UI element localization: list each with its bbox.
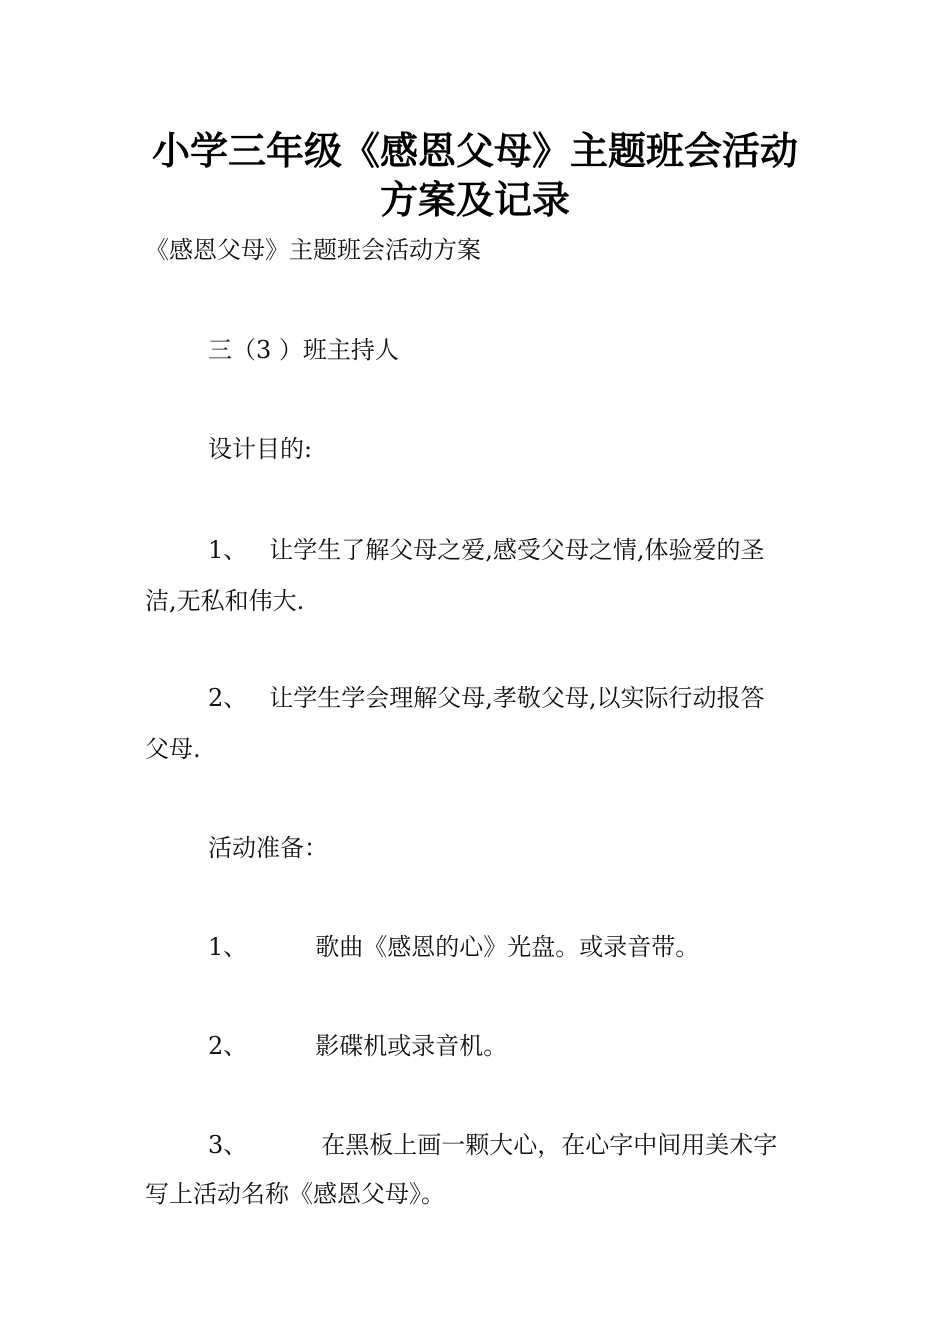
prep-item-1 — [208, 935, 699, 959]
prep-item-3 — [208, 1133, 777, 1157]
subtitle: 《感恩父母》主题班会活动方案 — [145, 236, 481, 264]
prep-item-3-continued: 写上活动名称《感恩父母》。 — [145, 1180, 445, 1208]
purpose-item-2-number: 2、 — [208, 684, 248, 712]
prep-item-1-text: 歌曲《感恩的心》光盘。或录音带。 — [315, 933, 700, 961]
purpose-heading: 设计目的: — [208, 435, 313, 463]
prep-item-2-text: 影碟机或录音机。 — [315, 1032, 508, 1060]
prep-item-3-number: 3、 — [208, 1131, 248, 1159]
prep-heading: 活动准备： — [208, 834, 328, 862]
prep-item-2 — [208, 1034, 507, 1058]
prep-item-1-number: 1、 — [208, 933, 248, 961]
prep-item-2-number: 2、 — [208, 1032, 248, 1060]
purpose-item-1-text: 让学生了解父母之爱,感受父母之情,体验爱的圣 — [269, 536, 765, 564]
host-line: 三（3 ）班主持人 — [208, 336, 399, 364]
purpose-item-2-text: 让学生学会理解父母,孝敬父母,以实际行动报答 — [269, 684, 765, 712]
purpose-item-2 — [208, 686, 765, 710]
document-title-line-1: 小学三年级《感恩父母》主题班会活动 — [151, 129, 798, 173]
purpose-item-2-continued: 父母. — [145, 735, 201, 763]
purpose-item-1-continued: 洁,无私和伟大. — [145, 587, 305, 615]
purpose-item-1 — [208, 538, 765, 562]
document-title-line-2: 方案及记录 — [379, 178, 570, 222]
purpose-item-1-number: 1、 — [208, 536, 248, 564]
prep-item-3-text: 在黑板上画一颗大心，在心字中间用美术字 — [321, 1131, 778, 1159]
